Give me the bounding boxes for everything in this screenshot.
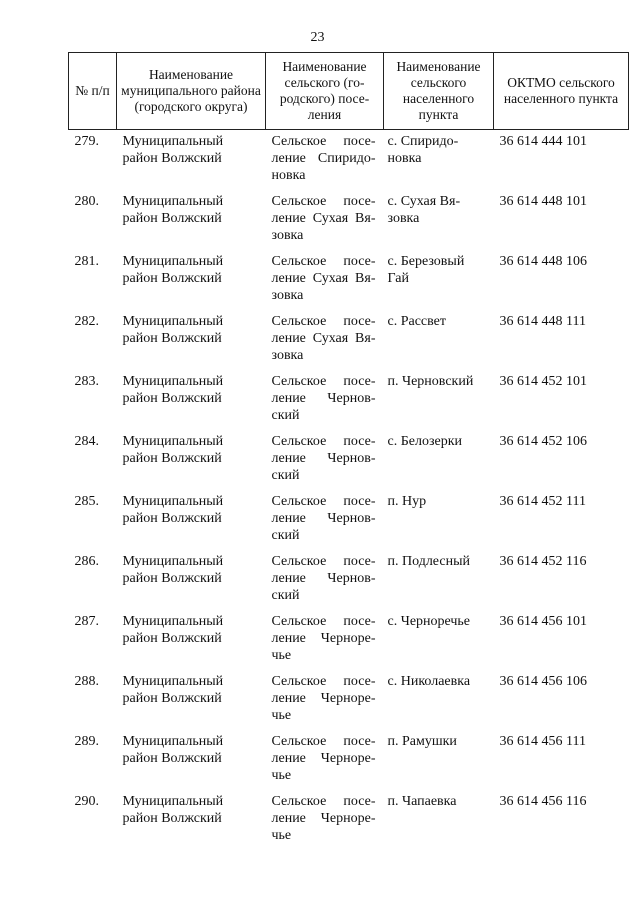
table-body — [69, 130, 629, 854]
settlement-name: Сельское посе-ление Черноре-чье — [271, 614, 376, 663]
header-district: Наименование муниципального района (городского округа) — [117, 53, 266, 130]
table-row — [69, 313, 629, 373]
row-number: 285. — [74, 494, 99, 509]
table-row — [69, 793, 629, 853]
locality-name: п. Чапаевка — [387, 794, 457, 809]
page-number: 23 — [310, 30, 325, 45]
oktmo-code: 36 614 448 101 — [499, 194, 587, 209]
header-locality: Наименование сельского населенного пункта — [384, 53, 494, 130]
district-name: Муниципальный район Волжский — [122, 254, 224, 286]
table-row — [69, 613, 629, 673]
table-row — [69, 493, 629, 553]
row-number: 282. — [74, 314, 99, 329]
settlement-name: Сельское посе-ление Чернов-ский — [271, 434, 376, 483]
table-row — [69, 553, 629, 613]
locality-name: с. Белозерки — [387, 434, 462, 449]
locality-name: с. Черноречье — [387, 614, 471, 629]
oktmo-code: 36 614 452 106 — [499, 434, 587, 449]
table-row — [69, 733, 629, 793]
oktmo-code: 36 614 452 116 — [499, 554, 587, 569]
oktmo-code: 36 614 444 101 — [499, 134, 587, 149]
locality-name: п. Рамушки — [387, 734, 457, 749]
locality-name: с. Рассвет — [387, 314, 447, 329]
settlement-name: Сельское посе-ление Сухая Вя-зовка — [271, 194, 376, 243]
row-number: 279. — [74, 134, 99, 149]
settlement-name: Сельское посе-ление Сухая Вя-зовка — [271, 314, 376, 363]
row-number: 280. — [74, 194, 99, 209]
district-name: Муниципальный район Волжский — [122, 314, 224, 346]
locality-name: с. Сухая Вя-зовка — [387, 194, 461, 226]
table-row — [69, 433, 629, 493]
row-number: 284. — [74, 434, 99, 449]
locality-name: с. Березовый Гай — [387, 254, 465, 286]
settlement-name: Сельское посе-ление Сухая Вя-зовка — [271, 254, 376, 303]
row-number: 281. — [74, 254, 99, 269]
locality-name: п. Черновский — [387, 374, 474, 389]
district-name: Муниципальный район Волжский — [122, 494, 224, 526]
district-name: Муниципальный район Волжский — [122, 794, 224, 826]
settlement-name: Сельское посе-ление Чернов-ский — [271, 554, 376, 603]
header-row — [69, 53, 629, 130]
header-oktmo: ОКТМО сельского населенного пункта — [494, 53, 629, 130]
locality-name: с. Спиридо-новка — [387, 134, 459, 166]
table-row — [69, 130, 629, 194]
district-name: Муниципальный район Волжский — [122, 134, 224, 166]
table-header — [69, 53, 629, 130]
table-row — [69, 673, 629, 733]
district-name: Муниципальный район Волжский — [122, 614, 224, 646]
row-number: 286. — [74, 554, 99, 569]
row-number: 287. — [74, 614, 99, 629]
oktmo-code: 36 614 448 111 — [499, 314, 586, 329]
header-num: № п/п — [69, 53, 117, 130]
oktmo-code: 36 614 452 111 — [499, 494, 586, 509]
table-row — [69, 253, 629, 313]
oktmo-code: 36 614 456 111 — [499, 734, 586, 749]
locality-name: п. Нур — [387, 494, 427, 509]
oktmo-code: 36 614 456 101 — [499, 614, 587, 629]
row-number: 289. — [74, 734, 99, 749]
locality-name: п. Подлесный — [387, 554, 470, 569]
settlement-name: Сельское посе-ление Черноре-чье — [271, 734, 376, 783]
settlement-name: Сельское посе-ление Черноре-чье — [271, 674, 376, 723]
district-name: Муниципальный район Волжский — [122, 194, 224, 226]
table-row — [69, 373, 629, 433]
district-name: Муниципальный район Волжский — [122, 734, 224, 766]
oktmo-code: 36 614 456 106 — [499, 674, 587, 689]
district-name: Муниципальный район Волжский — [122, 374, 224, 406]
settlement-name: Сельское посе-ление Спиридо-новка — [271, 134, 376, 183]
locality-name: с. Николаевка — [387, 674, 471, 689]
district-name: Муниципальный район Волжский — [122, 674, 224, 706]
district-name: Муниципальный район Волжский — [122, 434, 224, 466]
header-settlement: Наименование сельского (го-родского) посе-ления — [266, 53, 384, 130]
row-number: 290. — [74, 794, 99, 809]
settlement-name: Сельское посе-ление Черноре-чье — [271, 794, 376, 843]
settlement-name: Сельское посе-ление Чернов-ский — [271, 494, 376, 543]
table-row — [69, 193, 629, 253]
row-number: 288. — [74, 674, 99, 689]
row-number: 283. — [74, 374, 99, 389]
settlements-table — [68, 52, 629, 853]
settlement-name: Сельское посе-ление Чернов-ский — [271, 374, 376, 423]
oktmo-code: 36 614 456 116 — [499, 794, 587, 809]
oktmo-code: 36 614 448 106 — [499, 254, 587, 269]
oktmo-code: 36 614 452 101 — [499, 374, 587, 389]
district-name: Муниципальный район Волжский — [122, 554, 224, 586]
